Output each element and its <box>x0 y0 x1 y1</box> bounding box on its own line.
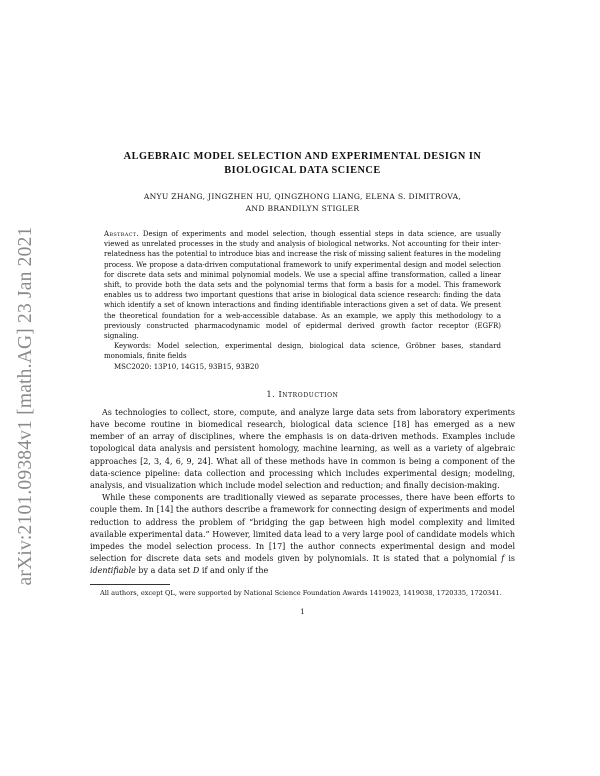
math-D: D <box>192 566 200 576</box>
emphasis-identifiable: identifiable <box>90 566 136 576</box>
paragraph-2-end: if and only if the <box>199 566 269 576</box>
arxiv-identifier: arXiv:2101.09384v1 [math.AG] 23 Jan 2021 <box>15 226 36 586</box>
introduction-body <box>90 407 515 578</box>
author-list <box>90 191 515 215</box>
paper-title-line-1: ALGEBRAIC MODEL SELECTION AND EXPERIMENTAL DESIGN IN <box>123 151 482 162</box>
footnote: All authors, except QL, were supported by National Science Foundation Awards 1419023, 1419038, 1720335, 1720341. <box>100 588 502 597</box>
section-number: 1. <box>266 389 276 399</box>
author-list-line-2: AND BRANDILYN STIGLER <box>245 204 360 213</box>
paragraph-2 <box>90 492 515 577</box>
paper-page <box>90 150 515 616</box>
keywords: Keywords: Model selection, experimental design, biological data science, Gröbner bases, standard monomials, finite fields <box>104 342 501 361</box>
abstract <box>104 229 501 372</box>
paragraph-2-mid-2: by a data set <box>135 566 193 576</box>
msc-codes: MSC2020: 13P10, 14G15, 93B15, 93B20 <box>114 362 259 371</box>
page-number: 1 <box>300 608 305 617</box>
paragraph-2-start: While these components are traditionally viewed as separate processes, there have been efforts to couple them. In [14] the authors describe a framework for connecting design of experiments and model reduction to address the problem of “bridging the gap between high model complexity and limited available experimental data.” However, limited data lead to a very large pool of candidate models which impedes the model selection process. In [17] the author connects experimental design and model selection for discrete data sets and models given by polynomials. It is stated that a polynomial <box>90 493 515 564</box>
abstract-text <box>104 229 501 341</box>
abstract-label: Abstract. <box>104 230 139 238</box>
author-list-line-1: ANYU ZHANG, JINGZHEN HU, QINGZHONG LIANG, ELENA S. DIMITROVA, <box>143 192 462 201</box>
paper-title-line-2: BIOLOGICAL DATA SCIENCE <box>224 165 381 176</box>
section-heading-introduction <box>90 390 515 399</box>
abstract-body: Design of experiments and model selection, though essential steps in data science, are usually viewed as unrelated processes in the study and analysis of biological networks. Not accounting for their inter-relatedness has the potential to introduce bias and increase the risk of missing salient features in the modeling process. We propose a data-driven computational framework to unify experimental design and model selection for discrete data sets and minimal polynomial models. We use a special affine transformation, called a linear shift, to provide both the data sets and the polynomial terms that form a basis for a model. This framework enables us to address two important questions that arise in biological data science research: finding the data which identify a set of known interactions and finding identifiable interactions given a set of data. We present the theoretical foundation for a web-accessible database. As an example, we apply this methodology to a previously constructed pharmacodynamic model of epidermal derived growth factor receptor (EGFR) signaling. <box>104 230 502 341</box>
section-title: Introduction <box>278 389 339 399</box>
footnote-divider <box>90 584 170 585</box>
paragraph-1: As technologies to collect, store, compute, and analyze large data sets from laboratory experiments have become routine in biomedical research, biological data science [18] has emerged as a new member of an array of disciplines, where the emphasis is on data-driven methods. Examples include topological data analysis and persistent homology, machine learning, as well as a variety of algebraic approaches [2, 3, 4, 6, 9, 24]. What all of these methods have in common is being a component of the data-science pipeline: data collection and processing which includes experimental design; modeling, analysis, and visualization which include model selection and reduction; and finally decision-making. <box>90 407 515 491</box>
math-f: f <box>501 554 505 564</box>
paragraph-2-mid-1: is <box>504 554 515 564</box>
paper-title <box>90 150 515 178</box>
arxiv-sidebar <box>6 0 46 776</box>
